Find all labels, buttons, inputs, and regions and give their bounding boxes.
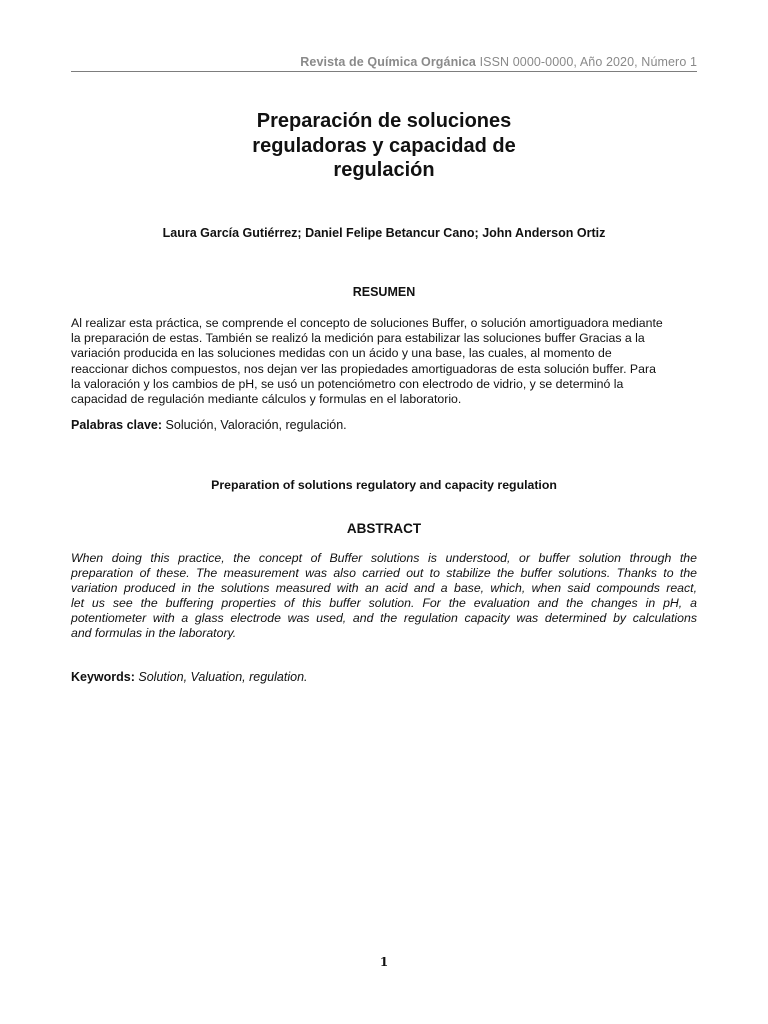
title-line: Preparación de soluciones [256, 110, 512, 132]
keywords-values: Solution, Valuation, regulation. [138, 670, 308, 684]
keywords [71, 670, 697, 684]
article-title [160, 109, 608, 183]
resumen-line: variación producida en las soluciones medidas con un ácido y una base, las cuales, al momento de [71, 346, 612, 361]
issue-info: ISSN 0000-0000, Año 2020, Número 1 [479, 55, 697, 69]
title-line: regulación [333, 159, 435, 181]
title-line: reguladoras y capacidad de [252, 134, 516, 157]
page-number: 1 [379, 955, 389, 969]
journal-name: Revista de Química Orgánica [300, 55, 476, 69]
abstract-body [71, 551, 697, 640]
abstract-line: variation produced in the solutions measured with an acid and a base, which, when said compounds react, [71, 580, 697, 595]
resumen-line: Al realizar esta práctica, se comprende el concepto de soluciones Buffer, o solución amortiguadora mediante [71, 316, 663, 330]
running-header [71, 55, 697, 71]
resumen-line: la valoración y los cambios de pH, se usó un potenciómetro con electrodo de vidrio, y se determinó la [71, 376, 624, 391]
resumen-heading: RESUMEN [352, 285, 416, 299]
abstract-line: potentiometer with a glass electrode was used, and the regulation capacity was determined by calculations [71, 610, 697, 625]
palabras-clave [71, 418, 697, 432]
abstract-line: let us see the buffering properties of this buffer solution. For the evaluation and the changes in pH, a [71, 595, 697, 610]
resumen-body [71, 316, 697, 407]
header-divider [71, 71, 697, 72]
abstract-line: When doing this practice, the concept of Buffer solutions is understood, or buffer solution through the [71, 551, 697, 565]
author-list: Laura García Gutiérrez; Daniel Felipe Betancur Cano; John Anderson Ortiz [162, 226, 606, 240]
keywords-label: Keywords: [71, 670, 135, 684]
resumen-line: reaccionar dichos compuestos, nos dejan ver las propiedades amortiguadoras de esta solución buffer. Para [71, 361, 656, 376]
abstract-line: preparation of these. The measurement was also carried out to stabilize the buffer solutions. Thanks to the [71, 565, 697, 580]
palabras-clave-label: Palabras clave: [71, 418, 163, 432]
resumen-line: capacidad de regulación mediante cálculos y formulas en el laboratorio. [71, 392, 462, 407]
resumen-line: la preparación de estas. También se realizó la medición para estabilizar las soluciones buffer Gracias a la [71, 331, 645, 346]
palabras-clave-values: Solución, Valoración, regulación. [165, 418, 347, 432]
english-title: Preparation of solutions regulatory and capacity regulation [211, 478, 557, 492]
abstract-line: and formulas in the laboratory. [71, 625, 237, 640]
abstract-heading: ABSTRACT [346, 521, 422, 536]
